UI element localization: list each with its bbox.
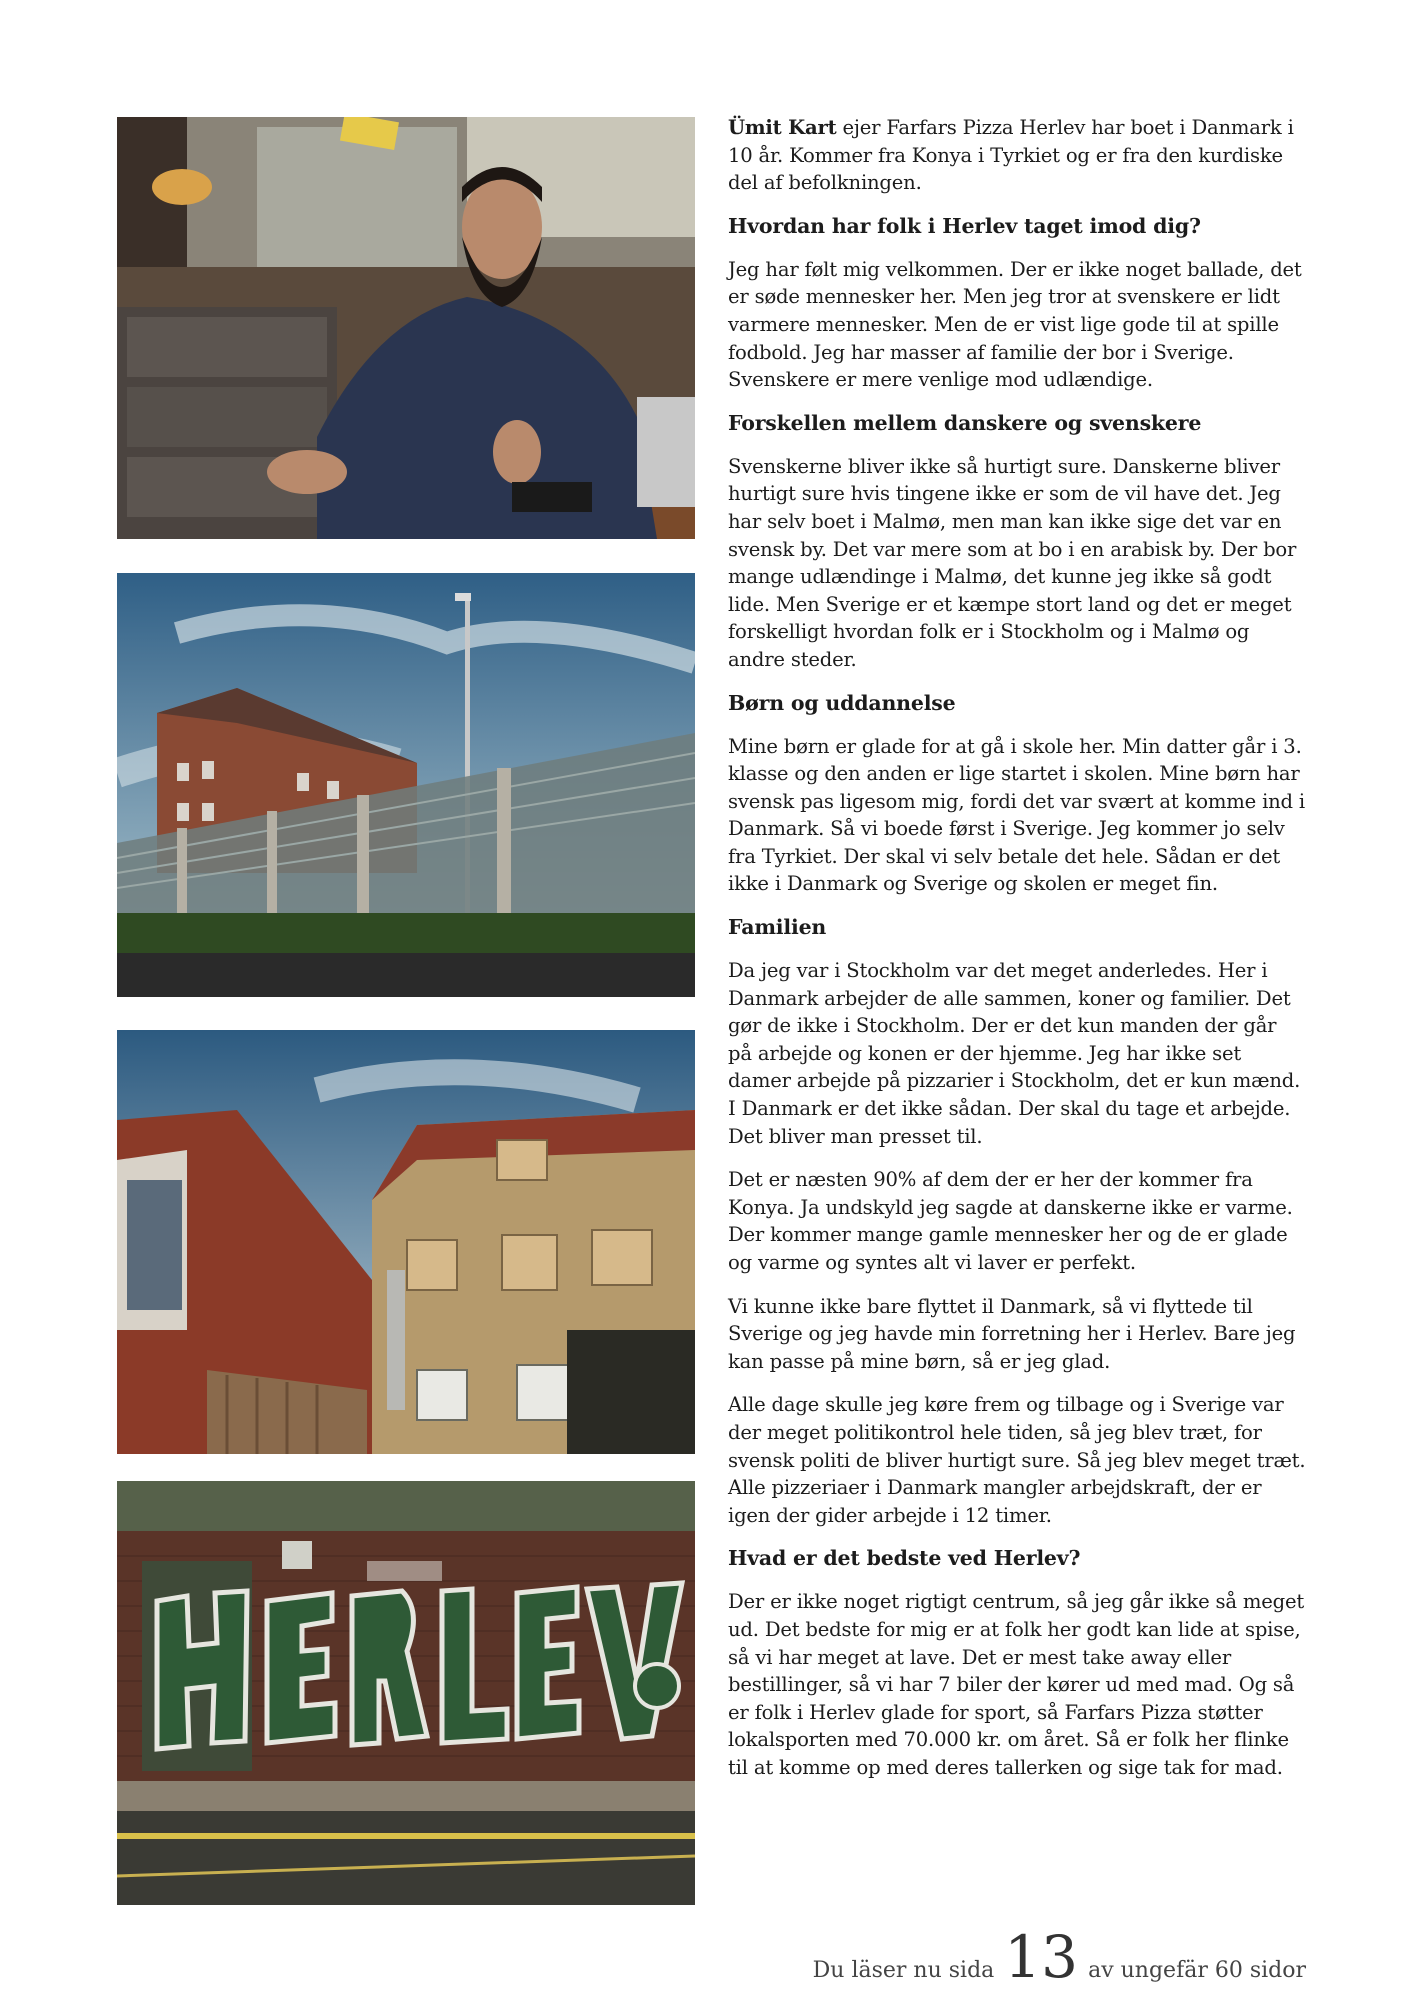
- footer-prefix: Du läser nu sida: [812, 1958, 995, 1983]
- photo-houses-back-side: [117, 1030, 695, 1454]
- section-heading: Børn og uddannelse: [728, 690, 956, 715]
- article-column: [728, 114, 1306, 1798]
- section-heading: Forskellen mellem danskere og svenskere: [728, 410, 1202, 435]
- section-paragraph: Det er næsten 90% af dem der er her der kommer fra Konya. Ja undskyld jeg sagde at danskerne ikke er varme. Der kommer mange gamle mennesker her og de er glade og varme og syntes alt vi laver er perfekt.: [728, 1168, 1293, 1274]
- photo-herlev-graffiti-wall: [117, 1481, 695, 1905]
- section-paragraph: Vi kunne ikke bare flyttet il Danmark, så vi flyttede til Sverige og jeg havde min forretning her i Herlev. Bare jeg kan passe på mine børn, så er jeg glad.: [728, 1294, 1296, 1373]
- intro-name: Ümit Kart: [728, 116, 837, 139]
- photo-brick-apartment-building: [117, 573, 695, 997]
- photo-man-in-pizzeria: [117, 117, 695, 539]
- section-paragraph: Der er ikke noget rigtigt centrum, så jeg går ikke så meget ud. Det bedste for mig er at folk her godt kan lide at spise, så vi har meget at lave. Det er mest take away eller bestillinger, så vi har 7 biler der kører ud med mad. Og så er folk i Herlev glade for sport, så Farfars Pizza støtter lokalsporten med 70.000 kr. om året. Så er folk her flinke til at komme op med deres tallerken og sige tak for mad.: [728, 1590, 1305, 1779]
- photo-houses-back-side-graphic: [117, 1030, 695, 1454]
- photo-herlev-graffiti-wall-graphic: [117, 1481, 695, 1905]
- section-paragraph: Alle dage skulle jeg køre frem og tilbage og i Sverige var der meget politikontrol hele tiden, så jeg blev træt, for svensk politi de bliver hurtigt sure. Så jeg blev meget træt. Alle pizzeriaer i Danmark mangler arbejdskraft, der er igen der gider arbejde i 12 timer.: [728, 1393, 1306, 1527]
- section-heading: Hvad er det bedste ved Herlev?: [728, 1546, 1081, 1571]
- section-heading: Familien: [728, 915, 827, 940]
- section-paragraph: Svenskerne bliver ikke så hurtigt sure. Danskerne bliver hurtigt sure hvis tingene ikke er som de vil have det. Jeg har selv boet i Malmø, men man kan ikke sige det var en svensk by. Det var mere som at bo i en arabisk by. Der bor mange udlændinge i Malmø, det kunne jeg ikke så godt lide. Men Sverige er et kæmpe stort land og det er meget forskelligt hvordan folk er i Stockholm og i Malmø og andre steder.: [728, 454, 1297, 671]
- section-heading: Hvordan har folk i Herlev taget imod dig?: [728, 213, 1201, 238]
- footer-suffix: av ungefär 60 sidor: [1088, 1958, 1306, 1983]
- section-paragraph: Mine børn er glade for at gå i skole her. Min datter går i 3. klasse og den anden er lige startet i skolen. Mine børn har svensk pas ligesom mig, fordi det var svært at komme ind i Danmark. Så vi boede først i Sverige. Jeg kommer jo selv fra Tyrkiet. Der skal vi selv betale det hele. Sådan er det ikke i Danmark og Sverige og skolen er meget fin.: [728, 734, 1305, 896]
- page-number: 13: [1004, 1923, 1079, 1991]
- page-footer: [812, 1923, 1306, 1991]
- intro-text: ejer Farfars Pizza Herlev har boet i Danmark i 10 år. Kommer fra Konya i Tyrkiet og er fra den kurdiske del af befolkningen.: [728, 116, 1294, 195]
- section-paragraph: Da jeg var i Stockholm var det meget anderledes. Her i Danmark arbejder de alle sammen, koner og familier. Det gør de ikke i Stockholm. Der er det kun manden der går på arbejde og konen er der hjemme. Jeg har ikke set damer arbejde på pizzarier i Stockholm, det er kun mænd. I Danmark er det ikke sådan. Der skal du tage et arbejde. Det bliver man presset til.: [728, 959, 1301, 1148]
- photo-brick-apartment-building-graphic: [117, 573, 695, 997]
- intro-paragraph: [728, 114, 1306, 197]
- section-paragraph: Jeg har følt mig velkommen. Der er ikke noget ballade, det er søde mennesker her. Men jeg tror at svenskere er lidt varmere mennesker. Men de er vist lige gode til at spille fodbold. Jeg har masser af familie der bor i Sverige. Svenskere er mere venlige mod udlændige.: [728, 257, 1302, 392]
- photo-man-in-pizzeria-graphic: [117, 117, 695, 539]
